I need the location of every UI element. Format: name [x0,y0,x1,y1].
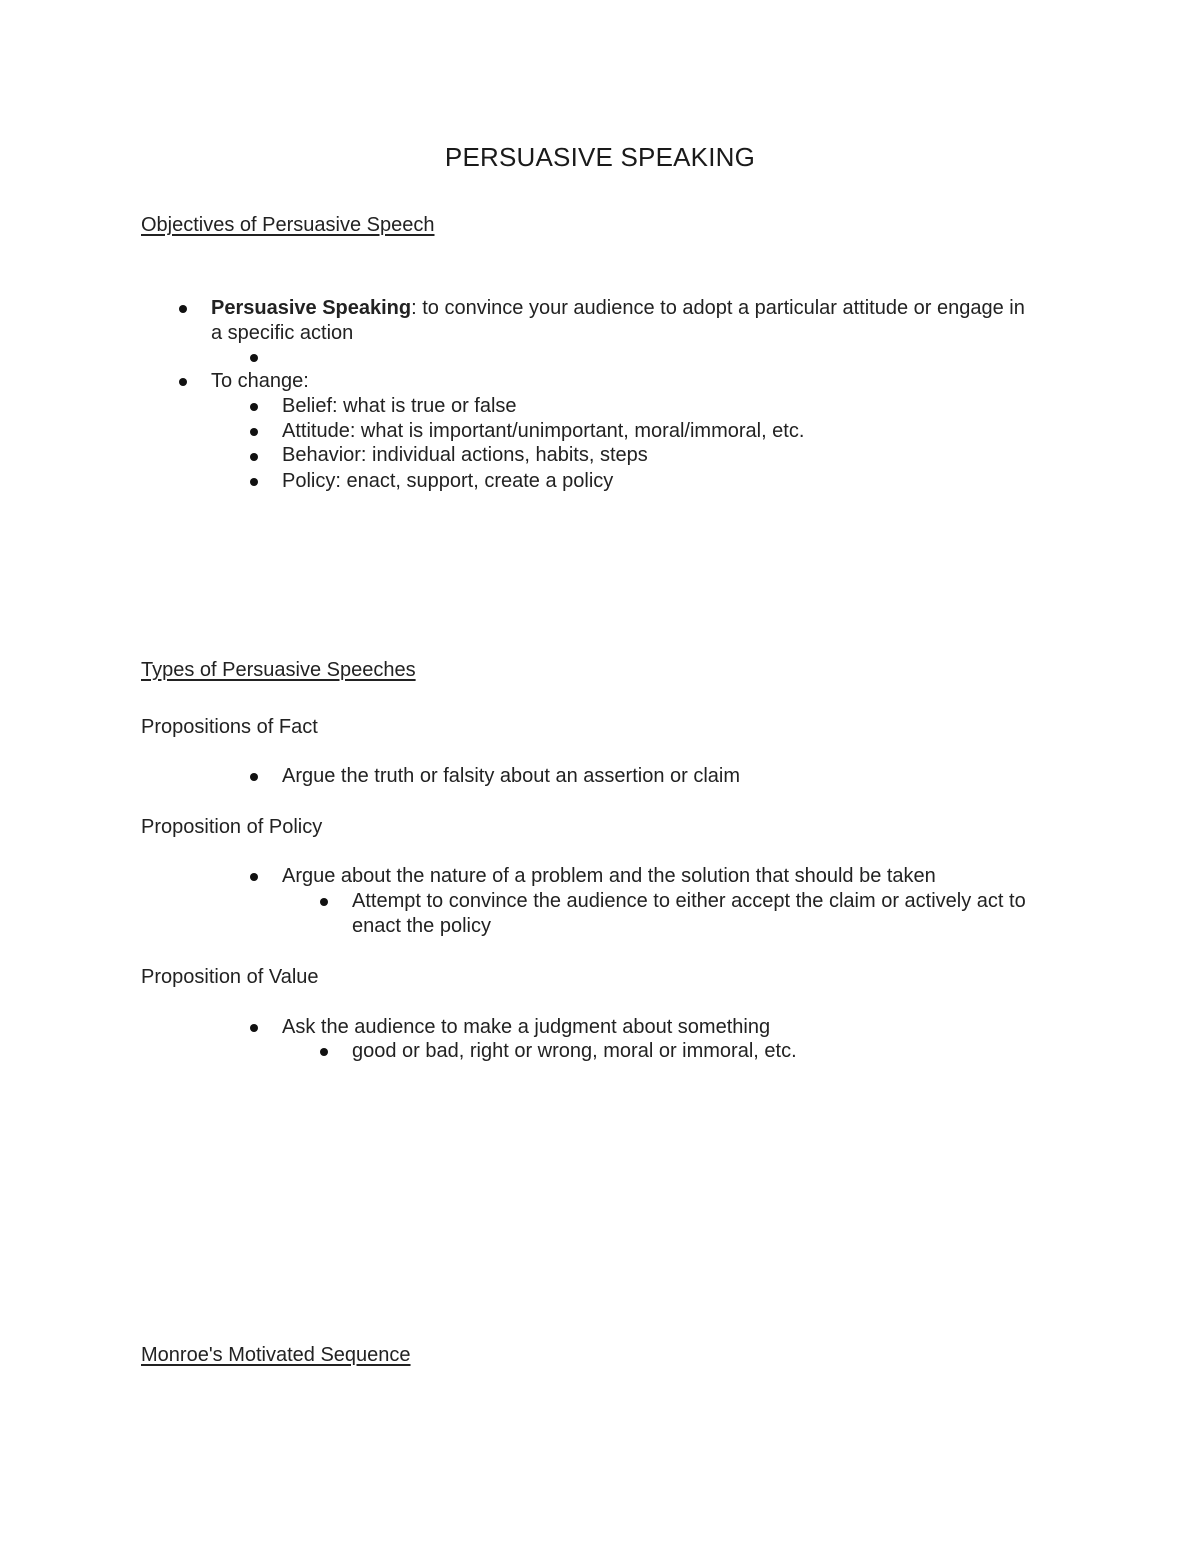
term-persuasive-speaking: Persuasive Speaking [211,297,412,319]
definition-text: : to convince your audience to adopt a particular attitude or engage in a specific action [211,297,1025,344]
list-item-persuasive-speaking [211,296,1031,345]
list-item-behavior: Behavior: individual actions, habits, steps [282,444,648,466]
list-item-policy: Policy: enact, support, create a policy [282,470,614,492]
bullet-icon [250,403,258,411]
section-heading-monroe: Monroe's Motivated Sequence [141,1344,411,1366]
list-item-belief: Belief: what is true or false [282,395,517,417]
list-item-fact: Argue the truth or falsity about an assertion or claim [282,765,741,787]
list-item-policy-argue: Argue about the nature of a problem and the solution that should be taken [282,865,936,887]
list-item-policy-attempt: Attempt to convince the audience to either accept the claim or actively act to enact the policy [352,890,1026,937]
list-item-to-change: To change: [211,370,309,392]
subheading-fact: Propositions of Fact [141,716,318,738]
section-heading-types: Types of Persuasive Speeches [141,659,416,681]
bullet-icon [320,898,328,906]
bullet-icon [250,453,258,461]
list-item-value-good-bad: good or bad, right or wrong, moral or immoral, etc. [352,1040,797,1062]
subheading-value: Proposition of Value [141,966,319,988]
bullet-icon [179,378,187,386]
bullet-icon [250,428,258,436]
bullet-icon [250,773,258,781]
section-heading-objectives: Objectives of Persuasive Speech [141,214,435,236]
bullet-icon [179,305,187,313]
list-item-attitude: Attitude: what is important/unimportant, moral/immoral, etc. [282,420,805,442]
subheading-policy: Proposition of Policy [141,816,323,838]
bullet-icon [250,1024,258,1032]
bullet-icon [250,354,258,362]
list-item-value-ask: Ask the audience to make a judgment about something [282,1016,771,1038]
bullet-icon [250,873,258,881]
bullet-icon [320,1048,328,1056]
bullet-icon [250,478,258,486]
page-title: PERSUASIVE SPEAKING [444,142,756,172]
